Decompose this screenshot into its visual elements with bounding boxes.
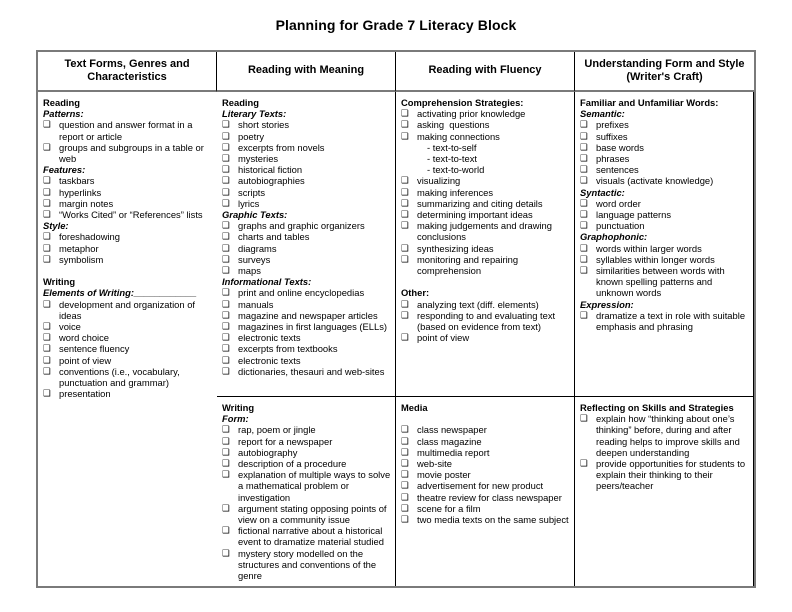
item-label: autobiographies [238, 175, 305, 187]
checklist-item [580, 209, 751, 220]
item-label: visualizing [417, 175, 461, 187]
item-label: web-site [417, 458, 452, 469]
checkbox-icon: ❑ [401, 242, 409, 253]
item-label: argument stating opposing points of view on a community issue [238, 502, 390, 526]
cell-writing-forms [217, 397, 396, 586]
item-label: charts and tables [238, 231, 310, 243]
column-header-form-style: Understanding Form and Style (Writer's Craft) [575, 52, 754, 92]
item-label: determining important ideas [417, 209, 533, 221]
checklist-item [222, 447, 393, 458]
section-heading: Other: [401, 287, 430, 299]
checklist-item [222, 119, 393, 130]
item-label: scene for a film [417, 502, 481, 514]
column-header-reading-meaning: Reading with Meaning [217, 52, 396, 92]
checklist-item [222, 343, 393, 354]
checkbox-icon: ❑ [222, 435, 230, 446]
checklist-item [222, 220, 393, 231]
checklist-item [222, 355, 393, 366]
checkbox-icon: ❑ [222, 119, 230, 130]
checklist-item [222, 548, 393, 582]
checklist-item [401, 436, 572, 447]
item-label: excerpts from novels [238, 141, 325, 153]
checklist-item [401, 187, 572, 198]
checkbox-icon: ❑ [401, 220, 409, 231]
checkbox-icon: ❑ [222, 547, 230, 558]
checklist-item [43, 366, 215, 388]
checklist-item [401, 243, 572, 254]
checkbox-icon: ❑ [401, 108, 409, 119]
checkbox-icon: ❑ [580, 164, 588, 175]
sub-heading: Style: [43, 220, 69, 232]
item-label: symbolism [59, 253, 104, 265]
checklist-item [401, 299, 572, 310]
checklist-item [580, 254, 751, 265]
sub-item: - text-to-world [427, 164, 485, 176]
item-label: suffixes [596, 130, 628, 142]
checkbox-icon: ❑ [222, 197, 230, 208]
item-label: excerpts from textbooks [238, 343, 338, 355]
checklist-item [580, 153, 751, 164]
checkbox-icon: ❑ [222, 220, 230, 231]
cell-understanding-form-style [38, 92, 217, 586]
item-label: advertisement for new product [417, 480, 544, 492]
checklist-item [222, 310, 393, 321]
checkbox-icon: ❑ [222, 287, 230, 298]
cell-text-forms-reading [217, 92, 396, 397]
checklist-item [401, 108, 572, 119]
checklist-item [401, 220, 572, 242]
item-label: similarities between words with known spelling patterns and unknown words [596, 265, 728, 299]
checkbox-icon: ❑ [222, 502, 230, 513]
sub-heading: Graphic Texts: [222, 209, 288, 221]
sub-heading: Form: [222, 413, 249, 425]
checkbox-icon: ❑ [222, 253, 230, 264]
checkbox-icon: ❑ [43, 119, 51, 130]
checklist-item [222, 458, 393, 469]
sub-heading: Patterns: [43, 108, 84, 120]
cell-reflecting-skills [575, 397, 754, 586]
checkbox-icon: ❑ [43, 209, 51, 220]
checklist-item [401, 310, 572, 332]
item-label: magazines in first languages (ELLs) [238, 321, 388, 333]
checkbox-icon: ❑ [222, 469, 230, 480]
checkbox-icon: ❑ [222, 130, 230, 141]
checkbox-icon: ❑ [401, 130, 409, 141]
checklist-item [43, 388, 215, 399]
checklist-item [43, 231, 215, 242]
item-label: language patterns [596, 209, 672, 221]
item-label: visuals (activate knowledge) [596, 175, 714, 187]
item-label: sentence fluency [59, 343, 130, 355]
checklist-item [401, 131, 572, 142]
checkbox-icon: ❑ [43, 388, 51, 399]
checklist-item [222, 164, 393, 175]
item-label: monitoring and repairing comprehension [417, 253, 521, 277]
item-label: groups and subgroups in a table or web [59, 141, 207, 165]
checkbox-icon: ❑ [580, 175, 588, 186]
checklist-item [401, 492, 572, 503]
item-label: short stories [238, 119, 290, 131]
checkbox-icon: ❑ [222, 525, 230, 536]
item-label: prefixes [596, 119, 629, 131]
checklist-item [43, 175, 215, 186]
checkbox-icon: ❑ [580, 253, 588, 264]
checkbox-icon: ❑ [222, 458, 230, 469]
checklist-item [401, 480, 572, 491]
item-label: maps [238, 265, 261, 277]
checklist-item [401, 254, 572, 276]
checklist-item [580, 413, 751, 458]
checklist-item [222, 243, 393, 254]
checklist-item [401, 198, 572, 209]
checkbox-icon: ❑ [222, 321, 230, 332]
item-label: making inferences [417, 186, 494, 198]
checkbox-icon: ❑ [580, 130, 588, 141]
checklist-item [401, 469, 572, 480]
item-label: hyperlinks [59, 186, 102, 198]
checkbox-icon: ❑ [401, 309, 409, 320]
sub-item: - text-to-text [427, 153, 478, 165]
item-label: lyrics [238, 197, 260, 209]
checklist-item [222, 265, 393, 276]
item-label: manuals [238, 298, 274, 310]
section-heading: Reading [222, 97, 259, 108]
item-label: autobiography [238, 446, 298, 458]
sub-heading: Literary Texts: [222, 108, 287, 120]
item-label: margin notes [59, 197, 114, 209]
checklist-item [43, 119, 215, 141]
checklist-item [43, 332, 215, 343]
sub-heading: Syntactic: [580, 186, 625, 198]
section-heading: Reading [43, 97, 80, 108]
spacer [401, 413, 572, 424]
checkbox-icon: ❑ [43, 242, 51, 253]
checklist-item [580, 175, 751, 186]
checklist-item [580, 131, 751, 142]
item-label: analyzing text (diff. elements) [417, 298, 539, 310]
checkbox-icon: ❑ [401, 298, 409, 309]
item-label: punctuation [596, 220, 645, 232]
item-label: historical fiction [238, 164, 303, 176]
item-label: rap, poem or jingle [238, 424, 316, 436]
checklist-item [222, 525, 393, 547]
item-label: syllables within longer words [596, 253, 715, 265]
section-heading: Media [401, 402, 428, 413]
checkbox-icon: ❑ [401, 502, 409, 513]
checklist-item [43, 355, 215, 366]
item-label: base words [596, 141, 644, 153]
item-label: question and answer format in a report or article [59, 119, 196, 142]
checkbox-icon: ❑ [222, 175, 230, 186]
checkbox-icon: ❑ [43, 186, 51, 197]
item-label: dramatize a text in role with suitable emphasis and phrasing [596, 309, 748, 333]
checkbox-icon: ❑ [401, 458, 409, 468]
checklist-item [222, 299, 393, 310]
planning-table [36, 50, 756, 588]
item-label: theatre review for class newspaper [417, 491, 562, 503]
checkbox-icon: ❑ [43, 141, 51, 152]
checklist-item [222, 321, 393, 332]
item-label: poetry [238, 130, 265, 142]
checkbox-icon: ❑ [222, 343, 230, 354]
item-label: foreshadowing [59, 231, 120, 243]
checklist-item [222, 254, 393, 265]
cell-comprehension-strategies [396, 92, 575, 397]
checkbox-icon: ❑ [401, 186, 409, 197]
item-label: print and online encyclopedias [238, 287, 365, 299]
checklist-item [222, 436, 393, 447]
item-label: mysteries [238, 153, 279, 165]
checklist-item [580, 243, 751, 254]
checkbox-icon: ❑ [401, 469, 409, 480]
item-label: dictionaries, thesauri and web-sites [238, 365, 385, 377]
item-label: word choice [59, 332, 110, 344]
checklist-item [222, 187, 393, 198]
checkbox-icon: ❑ [222, 164, 230, 175]
section-heading: Comprehension Strategies: [401, 97, 524, 108]
sub-heading: Semantic: [580, 108, 625, 120]
checkbox-icon: ❑ [580, 220, 588, 231]
checkbox-icon: ❑ [401, 253, 409, 264]
item-label: words within larger words [596, 242, 702, 254]
checklist-item [222, 503, 393, 525]
item-label: provide opportunities for students to explain their thinking to their peers/teacher [596, 458, 748, 492]
checkbox-icon: ❑ [222, 365, 230, 376]
checklist-item [43, 254, 215, 265]
item-label: magazine and newspaper articles [238, 309, 378, 321]
checkbox-icon: ❑ [43, 332, 51, 343]
item-label: class magazine [417, 435, 482, 447]
checkbox-icon: ❑ [43, 321, 51, 332]
checkbox-icon: ❑ [580, 413, 588, 424]
checkbox-icon: ❑ [222, 231, 230, 242]
item-label: making judgements and drawing conclusions [417, 220, 555, 243]
checkbox-icon: ❑ [43, 231, 51, 242]
checkbox-icon: ❑ [43, 175, 51, 186]
checklist-item [401, 209, 572, 220]
item-label: development and organization of ideas [59, 298, 198, 321]
checklist-item [222, 153, 393, 164]
checkbox-icon: ❑ [401, 175, 409, 186]
item-label: taskbars [59, 175, 95, 187]
section-heading: Writing [43, 276, 76, 288]
checklist-item [401, 447, 572, 458]
item-label: responding to and evaluating text (based on evidence from text) [417, 309, 558, 333]
checkbox-icon: ❑ [222, 242, 230, 253]
item-label: asking questions [417, 119, 490, 131]
item-label: presentation [59, 388, 111, 400]
checklist-item [222, 142, 393, 153]
item-label: explain how “thinking about one’s thinking” before, during and after reading helps to improve skills and deepen understanding [596, 413, 743, 458]
item-label: metaphor [59, 242, 99, 254]
item-label: explanation of multiple ways to solve a mathematical problem or investigation [238, 469, 393, 503]
item-label: fictional narrative about a historical event to dramatize material studied [238, 525, 385, 548]
checklist-item [43, 299, 215, 321]
checkbox-icon: ❑ [43, 343, 51, 354]
sub-heading: Informational Texts: [222, 276, 312, 288]
checkbox-icon: ❑ [222, 153, 230, 164]
checkbox-icon: ❑ [401, 119, 409, 130]
checkbox-icon: ❑ [222, 446, 230, 457]
checkbox-icon: ❑ [222, 186, 230, 197]
checklist-item [580, 458, 751, 492]
checkbox-icon: ❑ [43, 298, 51, 309]
checklist-item [43, 187, 215, 198]
checkbox-icon: ❑ [580, 309, 588, 320]
item-label: phrases [596, 153, 630, 165]
item-label: electronic texts [238, 332, 301, 344]
checkbox-icon: ❑ [401, 197, 409, 208]
checklist-item [401, 332, 572, 343]
sub-heading: Elements of Writing:____________ [43, 287, 197, 299]
item-label: surveys [238, 253, 271, 265]
item-label: activating prior knowledge [417, 108, 526, 120]
sub-heading: Expression: [580, 298, 634, 310]
checkbox-icon: ❑ [401, 491, 409, 502]
item-label: scripts [238, 186, 266, 198]
spacer [43, 265, 215, 276]
checkbox-icon: ❑ [43, 365, 51, 376]
item-label: point of view [59, 354, 112, 366]
checkbox-icon: ❑ [222, 141, 230, 152]
checkbox-icon: ❑ [580, 265, 588, 276]
checklist-item [580, 164, 751, 175]
checkbox-icon: ❑ [222, 424, 230, 435]
checklist-item [580, 220, 751, 231]
checklist-item [43, 209, 215, 220]
checklist-item [43, 198, 215, 209]
checkbox-icon: ❑ [580, 153, 588, 164]
section-heading: Writing [222, 402, 255, 413]
checklist-item [43, 243, 215, 254]
checklist-item [401, 458, 572, 469]
checklist-item [43, 343, 215, 354]
checklist-item [222, 175, 393, 186]
checkbox-icon: ❑ [222, 309, 230, 320]
item-label: point of view [417, 332, 470, 344]
checkbox-icon: ❑ [580, 458, 588, 469]
item-label: voice [59, 321, 81, 333]
item-label: mystery story modelled on the structures and conventions of the genre [238, 547, 379, 582]
checkbox-icon: ❑ [222, 354, 230, 365]
checkbox-icon: ❑ [580, 197, 588, 208]
section-heading: Reflecting on Skills and Strategies [580, 402, 734, 413]
checkbox-icon: ❑ [43, 354, 51, 365]
item-label: diagrams [238, 242, 277, 254]
sub-heading: Graphophonic: [580, 231, 648, 243]
checkbox-icon: ❑ [401, 446, 409, 457]
checkbox-icon: ❑ [222, 332, 230, 343]
cell-media [396, 397, 575, 586]
checkbox-icon: ❑ [401, 209, 409, 220]
checkbox-icon: ❑ [43, 197, 51, 208]
cell-familiar-unfamiliar-words [575, 92, 754, 397]
checkbox-icon: ❑ [401, 514, 409, 525]
item-label: sentences [596, 164, 639, 176]
checklist-item [580, 119, 751, 130]
item-label: summarizing and citing details [417, 197, 543, 209]
item-label: movie poster [417, 469, 471, 481]
checkbox-icon: ❑ [580, 242, 588, 253]
checklist-item [401, 424, 572, 435]
checkbox-icon: ❑ [222, 265, 230, 276]
item-label: conventions (i.e., vocabulary, punctuation and grammar) [59, 365, 183, 389]
spacer [401, 276, 572, 287]
column-header-text-forms: Text Forms, Genres and Characteristics [38, 52, 217, 92]
checkbox-icon: ❑ [580, 141, 588, 152]
checklist-item [580, 265, 751, 299]
checklist-item [222, 332, 393, 343]
checkbox-icon: ❑ [222, 298, 230, 309]
page-title: Planning for Grade 7 Literacy Block [275, 17, 517, 33]
checklist-item [401, 175, 572, 186]
checklist-item [401, 119, 572, 130]
item-label: description of a procedure [238, 458, 347, 470]
checkbox-icon: ❑ [580, 209, 588, 220]
checklist-item [43, 142, 215, 164]
checklist-item [580, 198, 751, 209]
column-header-reading-fluency: Reading with Fluency [396, 52, 575, 92]
item-label: word order [596, 197, 641, 209]
checkbox-icon: ❑ [580, 119, 588, 130]
item-label: two media texts on the same subject [417, 514, 569, 526]
checkbox-icon: ❑ [401, 424, 409, 435]
checklist-item [222, 424, 393, 435]
item-label: multimedia report [417, 446, 490, 458]
checklist-item [580, 310, 751, 332]
checklist-item [222, 287, 393, 298]
item-label: graphs and graphic organizers [238, 220, 365, 232]
checklist-item [222, 231, 393, 242]
checklist-item [43, 321, 215, 332]
checklist-item [222, 469, 393, 503]
checklist-item [401, 503, 572, 514]
checkbox-icon: ❑ [401, 480, 409, 491]
item-label: report for a newspaper [238, 435, 333, 447]
item-label: class newspaper [417, 424, 487, 436]
item-label: electronic texts [238, 354, 301, 366]
checklist-item [222, 366, 393, 377]
checklist-item [401, 514, 572, 525]
section-heading: Familiar and Unfamiliar Words: [580, 97, 719, 108]
item-label: making connections [417, 130, 500, 142]
checkbox-icon: ❑ [401, 435, 409, 446]
checklist-item [580, 142, 751, 153]
item-label: synthesizing ideas [417, 242, 494, 254]
sub-item: - text-to-self [427, 141, 477, 153]
checkbox-icon: ❑ [401, 332, 409, 343]
item-label: “Works Cited” or “References” lists [59, 209, 203, 221]
checklist-item [222, 198, 393, 209]
sub-heading: Features: [43, 164, 86, 176]
checklist-item [222, 131, 393, 142]
checkbox-icon: ❑ [43, 253, 51, 264]
